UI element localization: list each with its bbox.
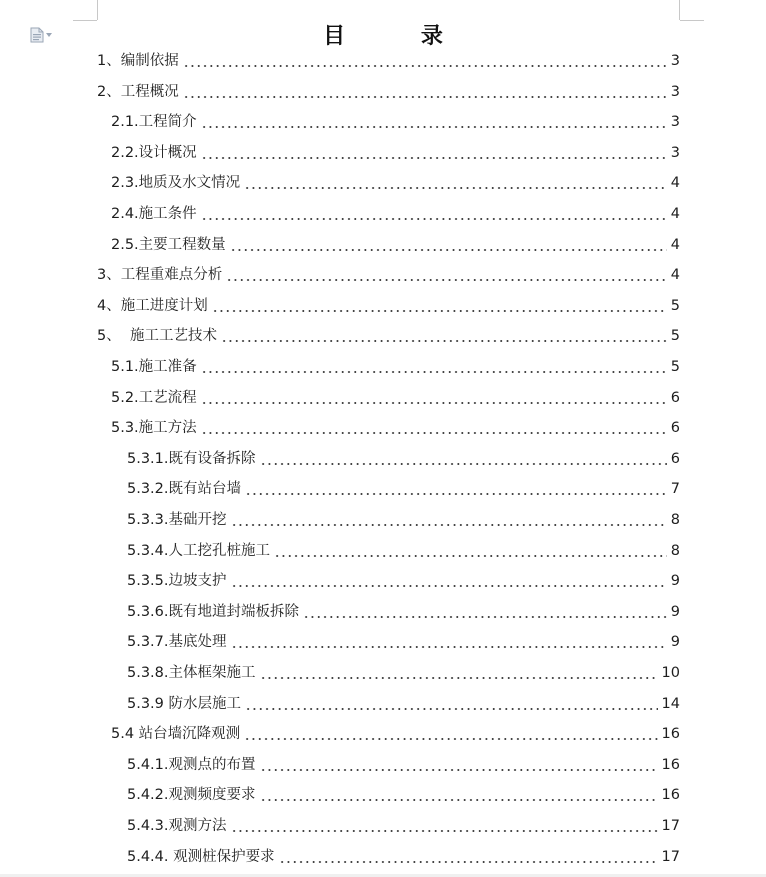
toc-entry[interactable] [111, 388, 680, 408]
toc-entry-text: 2.4.施工条件 [111, 206, 197, 222]
toc-dot-leader [230, 235, 667, 255]
toc-dot-leader [201, 112, 667, 132]
toc-entry-text: 5.3.2.既有站台墙 [127, 481, 242, 497]
toc-dot-leader [244, 724, 657, 744]
toc-entry-text: 1、编制依据 [97, 53, 179, 69]
margin-mark-left-vertical [97, 0, 98, 20]
toc-entry-text: 2.1.工程简介 [111, 114, 197, 130]
toc-entry-text: 4、施工进度计划 [97, 298, 208, 314]
toc-dot-leader [231, 510, 667, 530]
toc-dot-leader [183, 82, 667, 102]
toc-entry[interactable] [127, 571, 680, 591]
toc-entry-text: 5.4.2.观测频度要求 [127, 787, 256, 803]
toc-page-number: 5 [670, 298, 680, 314]
toc-page-number: 16 [661, 787, 680, 803]
toc-dot-leader [231, 632, 667, 652]
toc-page-number: 17 [661, 818, 680, 834]
toc-entry[interactable] [127, 663, 680, 683]
toc-dot-leader [231, 571, 667, 591]
toc-page-number: 6 [670, 420, 680, 436]
toc-entry[interactable] [127, 541, 680, 561]
toc-entry-text: 5.3.7.基底处理 [127, 634, 227, 650]
toc-page-number: 4 [670, 267, 680, 283]
margin-mark-right-vertical [679, 0, 680, 20]
toc-page-number: 8 [670, 543, 680, 559]
toc-entry[interactable] [127, 479, 680, 499]
toc-page-number: 3 [670, 53, 680, 69]
toc-entry-text: 5.2.工艺流程 [111, 390, 197, 406]
toc-dot-leader [260, 663, 658, 683]
toc-entry-text: 5.4 站台墙沉降观测 [111, 726, 241, 742]
toc-dot-leader [260, 755, 658, 775]
toc-dot-leader [201, 388, 667, 408]
toc-page-number: 14 [661, 696, 680, 712]
toc-dot-leader [212, 296, 667, 316]
toc-page-number: 8 [670, 512, 680, 528]
toc-dot-leader [201, 143, 667, 163]
toc-entry[interactable] [97, 265, 680, 285]
toc-dot-leader [279, 847, 658, 867]
toc-page-number: 3 [670, 114, 680, 130]
toc-page-number: 4 [670, 175, 680, 191]
toc-dot-leader [201, 204, 667, 224]
toc-entry[interactable] [111, 235, 680, 255]
toc-entry-text: 5.3.6.既有地道封端板拆除 [127, 604, 300, 620]
toc-page-number: 17 [661, 849, 680, 865]
toc-entry-text: 5.3.施工方法 [111, 420, 197, 436]
toc-page-number: 3 [670, 84, 680, 100]
toc-page-number: 6 [670, 451, 680, 467]
toc-entry[interactable] [127, 816, 680, 836]
toc-page-number: 9 [670, 634, 680, 650]
toc-entry-text: 3、工程重难点分析 [97, 267, 223, 283]
toc-dot-leader [245, 694, 658, 714]
toc-entry[interactable] [111, 112, 680, 132]
toc-dot-leader [221, 326, 667, 346]
toc-entry[interactable] [111, 724, 680, 744]
toc-entry-text: 2、工程概况 [97, 84, 179, 100]
toc-entry-text: 2.2.设计概况 [111, 145, 197, 161]
toc-page-number: 4 [670, 206, 680, 222]
toc-entry-text: 5.3.9 防水层施工 [127, 696, 242, 712]
toc-entry-text: 5.3.4.人工挖孔桩施工 [127, 543, 271, 559]
toc-page-number: 6 [670, 390, 680, 406]
toc-entry-text: 2.3.地质及水文情况 [111, 175, 241, 191]
toc-entry[interactable] [97, 326, 680, 346]
toc-dot-leader [260, 785, 658, 805]
toc-entry-text: 5.3.3.基础开挖 [127, 512, 227, 528]
toc-dot-leader [274, 541, 667, 561]
toc-page-number: 7 [670, 481, 680, 497]
toc-entry[interactable] [111, 173, 680, 193]
toc-entry[interactable] [127, 694, 680, 714]
toc-page-number: 3 [670, 145, 680, 161]
toc-page-number: 5 [670, 328, 680, 344]
toc-entry-text: 5.4.4. 观测桩保护要求 [127, 849, 275, 865]
toc-dot-leader [201, 357, 667, 377]
toc-entry[interactable] [97, 82, 680, 102]
toc-entry-text: 2.5.主要工程数量 [111, 237, 226, 253]
toc-entry[interactable] [111, 357, 680, 377]
toc-entry[interactable] [111, 143, 680, 163]
toc-dot-leader [303, 602, 667, 622]
toc-entry-text: 5、 施工工艺技术 [97, 328, 217, 344]
toc-entry[interactable] [127, 602, 680, 622]
toc-entry-text: 5.3.5.边坡支护 [127, 573, 227, 589]
toc-entry[interactable] [111, 418, 680, 438]
toc-entry[interactable] [127, 755, 680, 775]
toc-dot-leader [260, 449, 667, 469]
toc-dot-leader [245, 479, 667, 499]
toc-entry-text: 5.4.3.观测方法 [127, 818, 227, 834]
toc-dot-leader [183, 51, 667, 71]
toc-entry[interactable] [127, 510, 680, 530]
toc-entry[interactable] [111, 204, 680, 224]
toc-page-number: 10 [661, 665, 680, 681]
toc-entry-text: 5.3.1.既有设备拆除 [127, 451, 256, 467]
toc-page-number: 5 [670, 359, 680, 375]
toc-entry[interactable] [127, 449, 680, 469]
toc-page-number: 4 [670, 237, 680, 253]
toc-page-number: 9 [670, 573, 680, 589]
toc-dot-leader [244, 173, 667, 193]
toc-page-number: 16 [661, 757, 680, 773]
toc-entry[interactable] [97, 51, 680, 71]
toc-entry-text: 5.3.8.主体框架施工 [127, 665, 256, 681]
toc-entry[interactable] [127, 847, 680, 867]
toc-title: 目 录 [323, 24, 477, 49]
toc-entry[interactable] [127, 785, 680, 805]
toc-dot-leader [231, 816, 658, 836]
toc-page-number: 16 [661, 726, 680, 742]
toc-entry[interactable] [97, 296, 680, 316]
toc-dot-leader [201, 418, 667, 438]
toc-entry-text: 5.1.施工准备 [111, 359, 197, 375]
toc-entry-text: 5.4.1.观测点的布置 [127, 757, 256, 773]
toc-entry[interactable] [127, 632, 680, 652]
toc-page-number: 9 [670, 604, 680, 620]
toc-dot-leader [226, 265, 667, 285]
